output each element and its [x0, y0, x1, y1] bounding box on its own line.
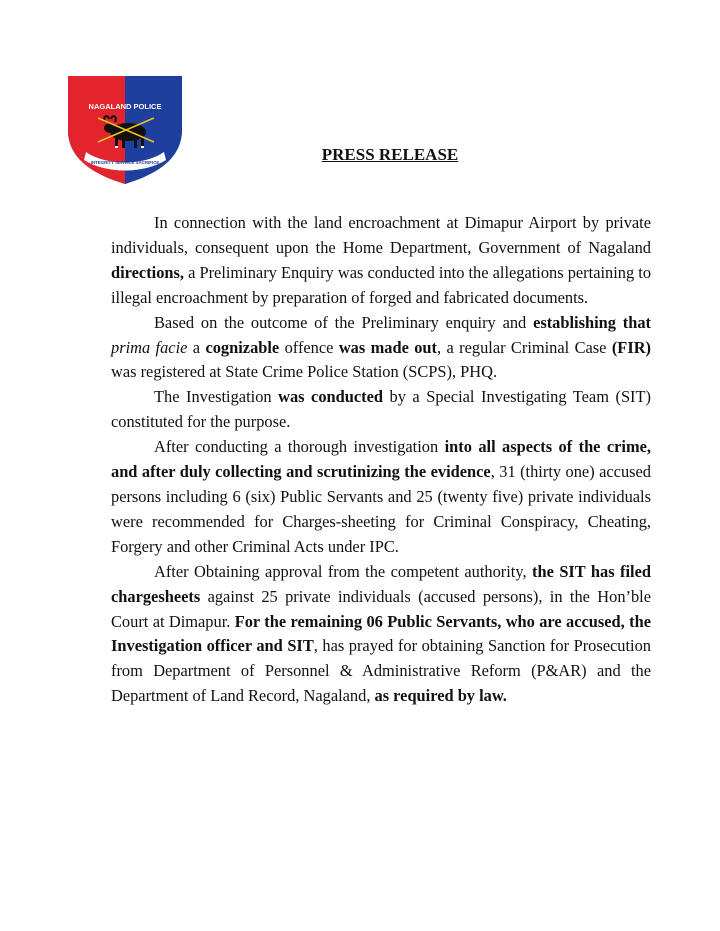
text-run: offence — [279, 337, 339, 357]
bold-text: (FIR) — [611, 337, 651, 357]
paragraph — [111, 560, 651, 709]
paragraph — [111, 385, 651, 435]
paragraph — [111, 211, 651, 311]
text-run: was registered at State Crime Police Station (SCPS), PHQ. — [111, 362, 498, 382]
text-run: , 31 (thirty one) accused persons including 6 (six) Public Servants and 25 (twenty five) private individuals were recommended for Charges-sheeting for Criminal Conspiracy, Cheating, Forgery and other Criminal Acts under IPC. — [111, 462, 651, 556]
bold-text: directions, — [111, 262, 184, 282]
bold-text: as required by law. — [374, 686, 507, 706]
bold-text: For the remaining 06 Public Servants, who are accused, the Investigation officer and SIT — [111, 611, 651, 656]
text-run: After Obtaining approval from the competent authority, — [154, 561, 533, 581]
text-run: , a regular Criminal Case — [437, 337, 612, 357]
text-run: by a Special Investigating Team (SIT) constituted for the purpose. — [111, 387, 651, 432]
press-release-body — [111, 211, 651, 709]
italic-text: prima facie — [111, 337, 188, 357]
paragraph — [111, 435, 651, 560]
text-run: The Investigation — [154, 387, 279, 407]
bold-text: into all aspects of the crime, and after duly collecting and scrutinizing the evidence — [111, 437, 651, 482]
page-title: PRESS RELEASE — [321, 145, 459, 164]
bold-text: was conducted — [278, 387, 383, 407]
paragraph — [111, 311, 651, 386]
text-run: After conducting a thorough investigation — [154, 437, 445, 457]
bold-text: cognizable — [205, 337, 280, 357]
bold-text: was made out — [338, 337, 437, 357]
text-run: a Preliminary Enquiry was conducted into the allegations pertaining to illegal encroachment by preparation of forged and fabricated documents. — [111, 262, 652, 307]
text-run: a — [187, 337, 206, 357]
bold-text: establishing that — [533, 312, 651, 332]
nagaland-police-emblem — [62, 72, 188, 186]
text-run: Based on the outcome of the Preliminary enquiry and — [154, 312, 534, 332]
emblem-text: NAGALAND POLICE — [88, 102, 162, 111]
text-run: In connection with the land encroachment at Dimapur Airport by private individuals, consequent upon the Home Department, Government of Nagaland — [111, 213, 651, 257]
text-run: against 25 private individuals (accused persons), in the Hon’ble Court at Dimapur. — [111, 586, 651, 631]
emblem-motto: INTEGRITY SERVICE SACRIFICE — [90, 160, 160, 165]
text-run: , has prayed for obtaining Sanction for Prosecution from Department of Personnel & Administrative Reform (P&AR) and the Department of Land Record, Nagaland, — [111, 636, 651, 706]
bold-text: the SIT has filed chargesheets — [111, 561, 651, 606]
